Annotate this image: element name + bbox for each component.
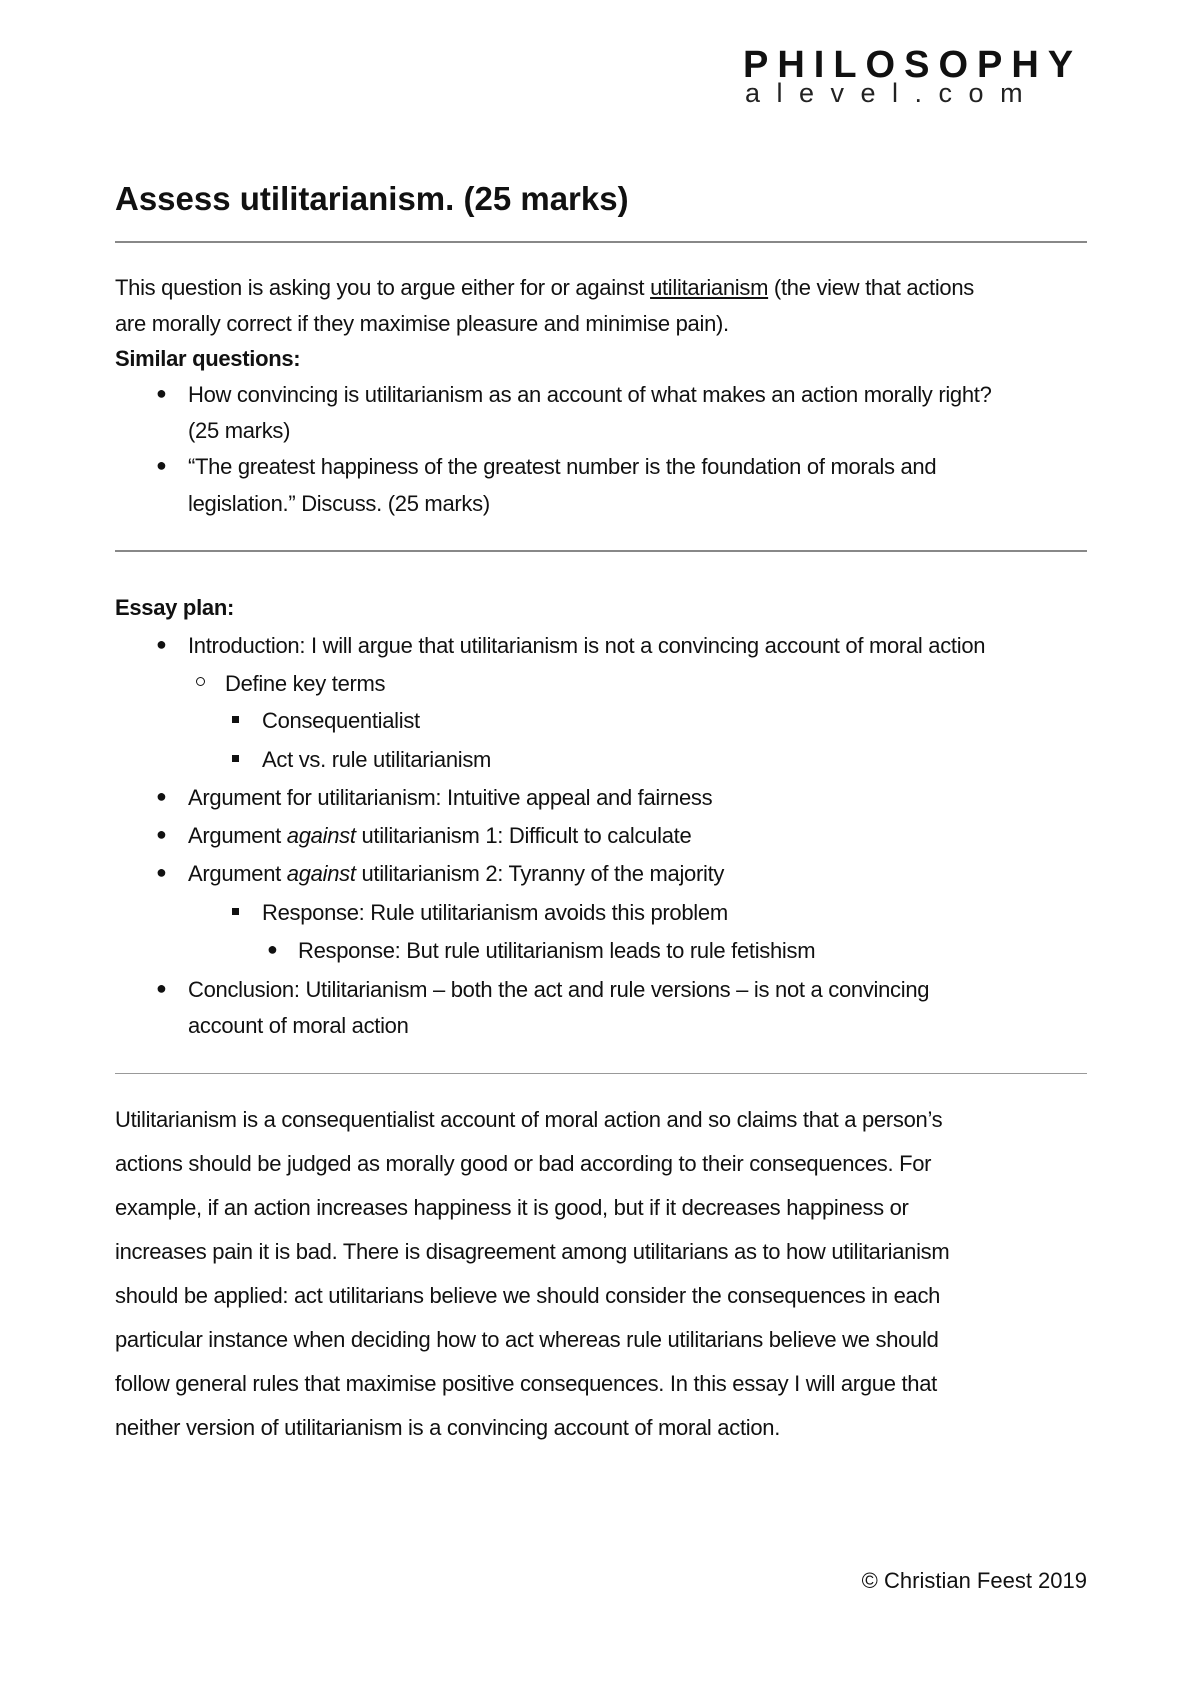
plan-emphasis: against xyxy=(286,861,356,886)
bullet-icon: ● xyxy=(156,862,167,882)
plan-item: Define key terms xyxy=(225,671,386,696)
plan-item: Response: Rule utilitarianism avoids this problem xyxy=(262,900,728,925)
body-line: increases pain it is bad. There is disagreement among utilitarians as to how utilitarianism xyxy=(115,1239,950,1264)
body-line: should be applied: act utilitarians believe we should consider the consequences in each xyxy=(115,1283,941,1308)
logo-philosophy: PHILOSOPHY xyxy=(743,44,1083,86)
bullet-icon: ● xyxy=(156,383,167,403)
square-bullet-icon xyxy=(232,716,239,723)
plan-item: Conclusion: Utilitarianism – both the act and rule versions – is not a convincing xyxy=(188,977,930,1002)
intro-text: This question is asking you to argue either for or against xyxy=(115,275,651,300)
bullet-icon: ● xyxy=(156,824,167,844)
body-line: follow general rules that maximise positive consequences. In this essay I will argue that xyxy=(115,1371,937,1396)
bullet-icon: ● xyxy=(267,939,278,959)
divider xyxy=(115,1073,1087,1074)
similar-item: “The greatest happiness of the greatest number is the foundation of morals and xyxy=(188,454,937,479)
body-line: particular instance when deciding how to act whereas rule utilitarians believe we should xyxy=(115,1327,939,1352)
body-line: actions should be judged as morally good or bad according to their consequences. For xyxy=(115,1151,932,1176)
bullet-icon: ● xyxy=(156,455,167,475)
plan-item: Consequentialist xyxy=(262,708,420,733)
similar-item: How convincing is utilitarianism as an account of what makes an action morally right? xyxy=(188,382,992,407)
bullet-icon: ● xyxy=(156,978,167,998)
square-bullet-icon xyxy=(232,908,239,915)
plan-item xyxy=(188,823,691,849)
plan-item: Argument for utilitarianism: Intuitive appeal and fairness xyxy=(188,785,713,810)
plan-heading: Essay plan: xyxy=(115,595,234,620)
square-bullet-icon xyxy=(232,755,239,762)
plan-item: Response: But rule utilitarianism leads to rule fetishism xyxy=(298,938,816,963)
body-line: example, if an action increases happiness it is good, but if it decreases happiness or xyxy=(115,1195,909,1220)
similar-item: legislation.” Discuss. (25 marks) xyxy=(188,491,490,516)
plan-text: Argument xyxy=(188,861,287,886)
copyright: © Christian Feest 2019 xyxy=(861,1568,1087,1593)
plan-item: Act vs. rule utilitarianism xyxy=(262,747,492,772)
plan-text: utilitarianism 2: Tyranny of the majority xyxy=(355,861,725,886)
intro-line-1 xyxy=(115,275,974,301)
divider xyxy=(115,550,1087,552)
bullet-icon: ● xyxy=(156,786,167,806)
plan-text: utilitarianism 1: Difficult to calculate xyxy=(355,823,692,848)
plan-emphasis: against xyxy=(286,823,356,848)
body-line: neither version of utilitarianism is a convincing account of moral action. xyxy=(115,1415,781,1440)
body-line: Utilitarianism is a consequentialist account of moral action and so claims that a person’s xyxy=(115,1107,943,1132)
intro-line-2: are morally correct if they maximise pleasure and minimise pain). xyxy=(115,311,729,336)
utilitarianism-link[interactable]: utilitarianism xyxy=(650,275,769,300)
plan-text: Argument xyxy=(188,823,287,848)
divider xyxy=(115,241,1087,243)
bullet-icon: ● xyxy=(156,634,167,654)
plan-item: account of moral action xyxy=(188,1013,409,1038)
intro-text: (the view that actions xyxy=(768,275,974,300)
page-title: Assess utilitarianism. (25 marks) xyxy=(115,180,629,217)
plan-item: Introduction: I will argue that utilitarianism is not a convincing account of moral action xyxy=(188,633,986,658)
circle-bullet-icon xyxy=(196,677,205,686)
similar-heading: Similar questions: xyxy=(115,346,301,371)
logo-alevel: alevel.com xyxy=(745,78,1040,108)
similar-item: (25 marks) xyxy=(188,418,291,443)
plan-item xyxy=(188,861,724,887)
